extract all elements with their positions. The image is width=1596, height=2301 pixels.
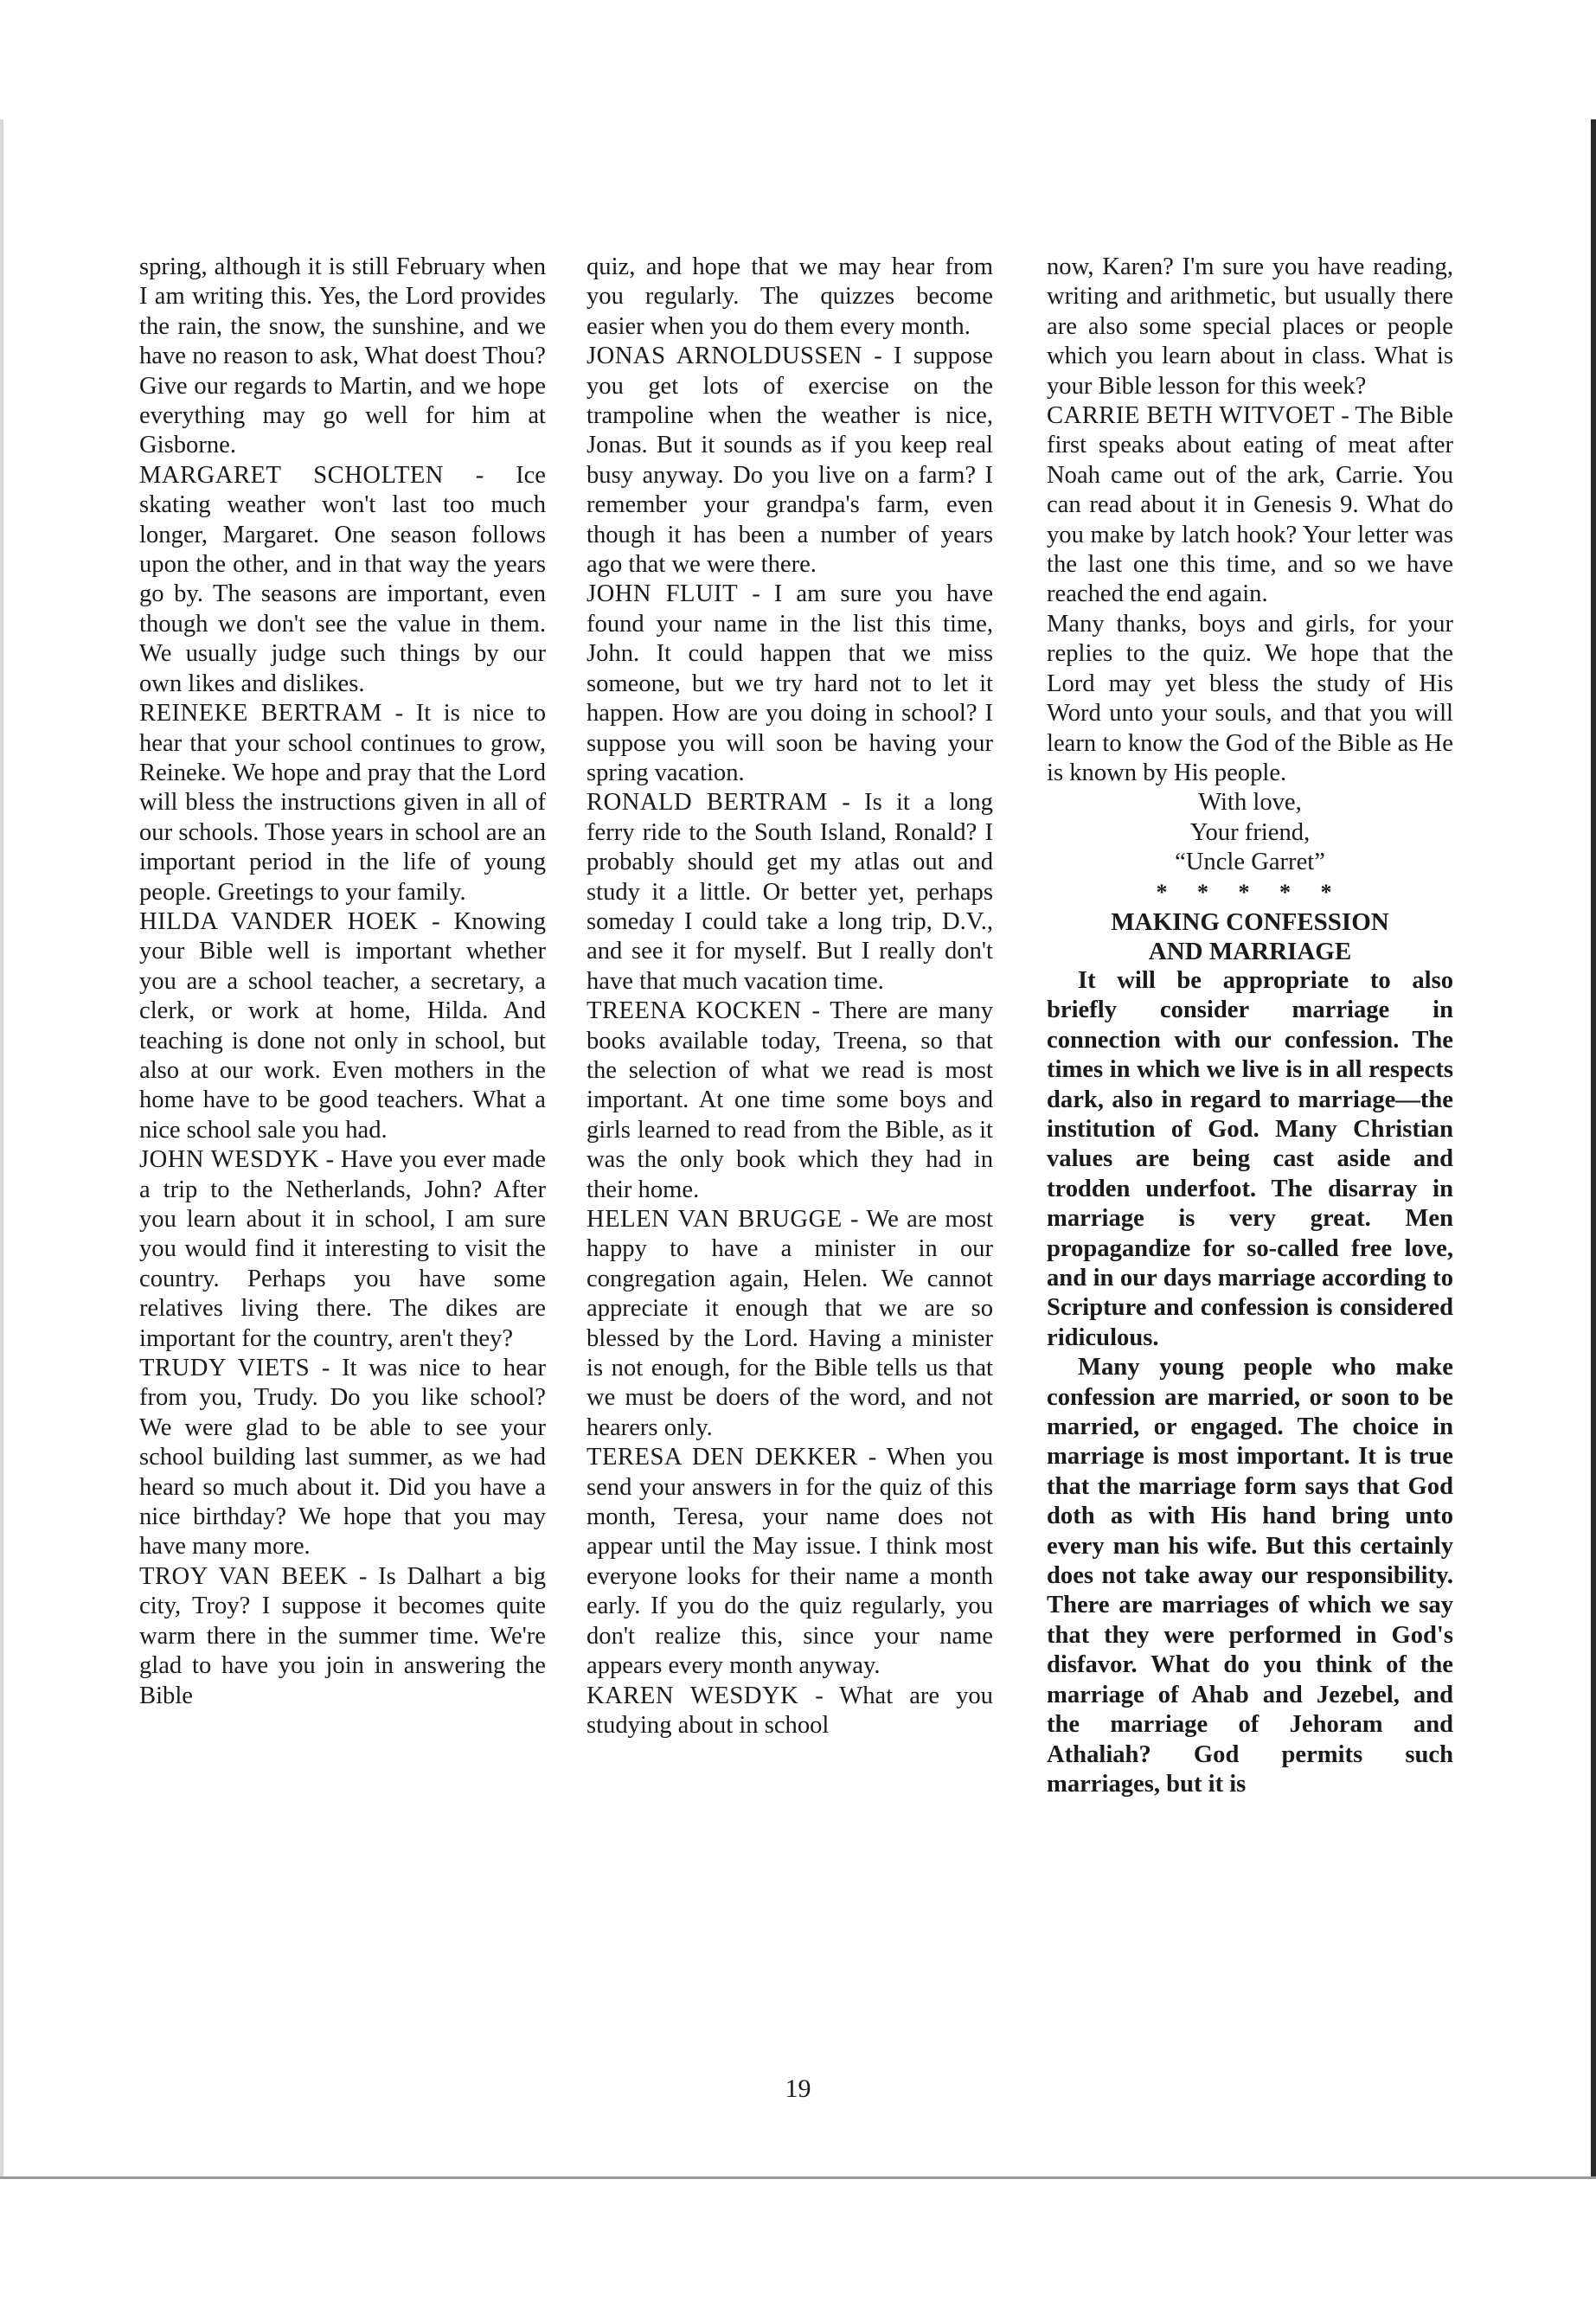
closing-your-friend: Your friend,: [1189, 818, 1311, 846]
reply-text: - I suppose you get lots of exercise on the trampoline when the weather is nice, Jonas. But it sounds as if you keep real busy anyway. Do you live on a farm? I remember your grandpa's farm, even though it has been a number of years ago that we were there.: [586, 343, 994, 579]
reply-text: quiz, and hope that we may hear from you regularly. The quizzes become easier when you do them every month.: [586, 253, 993, 340]
reply-text: Many thanks, boys and girls, for your replies to the quiz. We hope that the Lord may yet bless the study of His Word unto your souls, and that you will learn to know the God of the Bible as He is known by His people.: [1047, 610, 1453, 786]
letter-reply: [586, 580, 993, 788]
reply-text: - What are you studying about in school: [586, 1682, 993, 1739]
reply-name: REINEKE BERTRAM: [139, 700, 382, 727]
reply-name: JOHN WESDYK: [139, 1146, 319, 1174]
reply-name: KAREN WESDYK: [586, 1682, 799, 1709]
scan-left-edge: [0, 119, 3, 2178]
reply-text: - When you send your answers in for the quiz of this month, Teresa, your name does not appear until the May issue. I think most everyone looks for their name a month early. If you do the quiz regularly, you don't realize this, since your name appears every month anyway.: [586, 1444, 993, 1680]
reply-text: - Have you ever made a trip to the Netherlands, John? After you learn about it in school, I am sure you would find it interesting to visit the country. Perhaps you have some relatives living there. The dikes are important for the country, aren't they?: [139, 1146, 547, 1352]
closing-paragraph: [1047, 610, 1453, 788]
reply-text: - Is it a long ferry ride to the South Island, Ronald? I probably should get my atlas out and study it a little. Or better yet, perhaps someday I could take a long trip, D.V., and see it for myself. But I really don't have that much vacation time.: [586, 789, 993, 995]
reply-name: RONALD BERTRAM: [586, 789, 828, 817]
letter-reply: [139, 907, 546, 1145]
letter-reply: [586, 1443, 993, 1681]
reply-text: - I am sure you have found your name in the list this time, John. It could happen that we miss someone, but we try hard not to let it happen. How are you doing in school? I suppose you will soon be having your spring vacation.: [586, 580, 994, 786]
letter-reply: [139, 461, 546, 699]
letter-reply: [1047, 401, 1453, 610]
reply-name: TERESA DEN DEKKER: [586, 1444, 858, 1471]
letter-reply: [586, 1682, 993, 1741]
article-paragraph: Many young people who make confession are married, or soon to be married, or engaged. The choice in marriage is most important. It is true that the marriage form says that God doth as with His hand bring unto every man his wife. But this certainly does not take away our responsibility. There are marriages of which we say that they were performed in God's disfavor. What do you think of the marriage of Ahab and Jezebel, and the marriage of Jehoram and Athaliah? God permits such marriages, but it is: [1047, 1354, 1453, 1798]
reply-text: - Ice skating weather won't last too much longer, Margaret. One season follows upon the other, and in that way the years go by. The seasons are important, even though we don't see the value in them. We usually judge such things by our own likes and dislikes.: [139, 461, 546, 697]
letter-reply: [586, 342, 993, 580]
reply-name: HELEN VAN BRUGGE: [586, 1206, 843, 1233]
reply-text: - It is nice to hear that your school continues to grow, Reineke. We hope and pray that the Lord will bless the instructions given in all of our schools. Those years in school are an important period in the life of young people. Greetings to your family.: [139, 700, 547, 906]
letter-reply: [139, 1354, 546, 1562]
letter-reply: [139, 1145, 546, 1354]
page-number: 19: [785, 2074, 811, 2103]
reply-text: - We are most happy to have a minister in our congregation again, Helen. We cannot appreciate it enough that we are so blessed by the Lord. Having a minister is not enough, for the Bible tells us that we must be doers of the word, and not hearers only.: [586, 1206, 993, 1441]
reply-text: now, Karen? I'm sure you have reading, writing and arithmetic, but usually there are also some special places or people which you learn about in class. What is your Bible lesson for this week?: [1047, 253, 1453, 400]
reply-text: - It was nice to hear from you, Trudy. Do you like school? We were glad to be able to see your school building last summer, as we had heard so much about it. Did you have a nice birthday? We hope that you may have many more.: [139, 1355, 546, 1561]
column-2: [586, 253, 993, 1740]
scan-right-edge: [1591, 119, 1596, 2178]
letter-reply: [586, 788, 993, 997]
section-separator: * * * * *: [1156, 879, 1344, 905]
scan-top-margin: [0, 0, 1596, 119]
reply-name: JONAS ARNOLDUSSEN: [586, 343, 862, 370]
reply-name: TROY VAN BEEK: [139, 1562, 349, 1590]
reply-text: spring, although it is still February when I am writing this. Yes, the Lord provides the rain, the snow, the sunshine, and we have no reason to ask, What doest Thou? Give our regards to Martin, and we hope everything may go well for him at Gisborne.: [139, 253, 546, 459]
article-title-line-1: MAKING CONFESSION: [1111, 907, 1389, 936]
closing-with-love: With love,: [1198, 789, 1302, 817]
reply-text: - Knowing your Bible well is important whether you are a school teacher, a secretary, a clerk, or work at home, Hilda. And teaching is done not only in school, but also at our work. Even mothers in the home have to be good teachers. What a nice school sale you had.: [139, 907, 546, 1144]
reply-name: CARRIE BETH WITVOET: [1047, 402, 1336, 430]
reply-name: TREENA KOCKEN: [586, 997, 802, 1025]
reply-name: MARGARET SCHOLTEN: [139, 461, 444, 489]
letter-reply: [586, 997, 993, 1205]
reply-text: - There are many books available today, Treena, so that the selection of what we read is most important. At one time some boys and girls learned to read from the Bible, as it was the only book which they had in their home.: [586, 997, 993, 1203]
letter-reply: [1047, 253, 1453, 401]
column-1: [139, 253, 546, 1711]
article-paragraph: It will be appropriate to also briefly consider marriage in connection with our confession. The times in which we live is in all respects dark, also in regard to marriage—the institution of God. Many Christian values are being cast aside and trodden underfoot. The disarray in marriage is very great. Men propagandize for so-called free love, and in our days marriage according to Scripture and confession is considered ridiculous.: [1047, 966, 1453, 1351]
letter-reply: [139, 1562, 546, 1711]
closing-signature: “Uncle Garret”: [1175, 849, 1325, 876]
reply-text: - Is Dalhart a big city, Troy? I suppose it becomes quite warm there in the summer time. We're glad to have you join in answering the Bible: [139, 1562, 546, 1709]
letter-reply: [586, 1205, 993, 1443]
reply-name: JOHN FLUIT: [586, 580, 739, 608]
column-3: [1047, 253, 1453, 1799]
reply-text: - The Bible first speaks about eating of meat after Noah came out of the ark, Carrie. You can read about it in Genesis 9. What do you make by latch hook? Your letter was the last one this time, and so we have reached the end again.: [1047, 402, 1454, 608]
letter-reply: [139, 699, 546, 907]
article-title-line-2: AND MARRIAGE: [1148, 937, 1352, 965]
scan-bottom-edge: [0, 2176, 1596, 2179]
reply-name: TRUDY VIETS: [139, 1355, 311, 1382]
letter-reply: [586, 253, 993, 342]
reply-name: HILDA VANDER HOEK: [139, 907, 419, 935]
letter-reply: [139, 253, 546, 461]
